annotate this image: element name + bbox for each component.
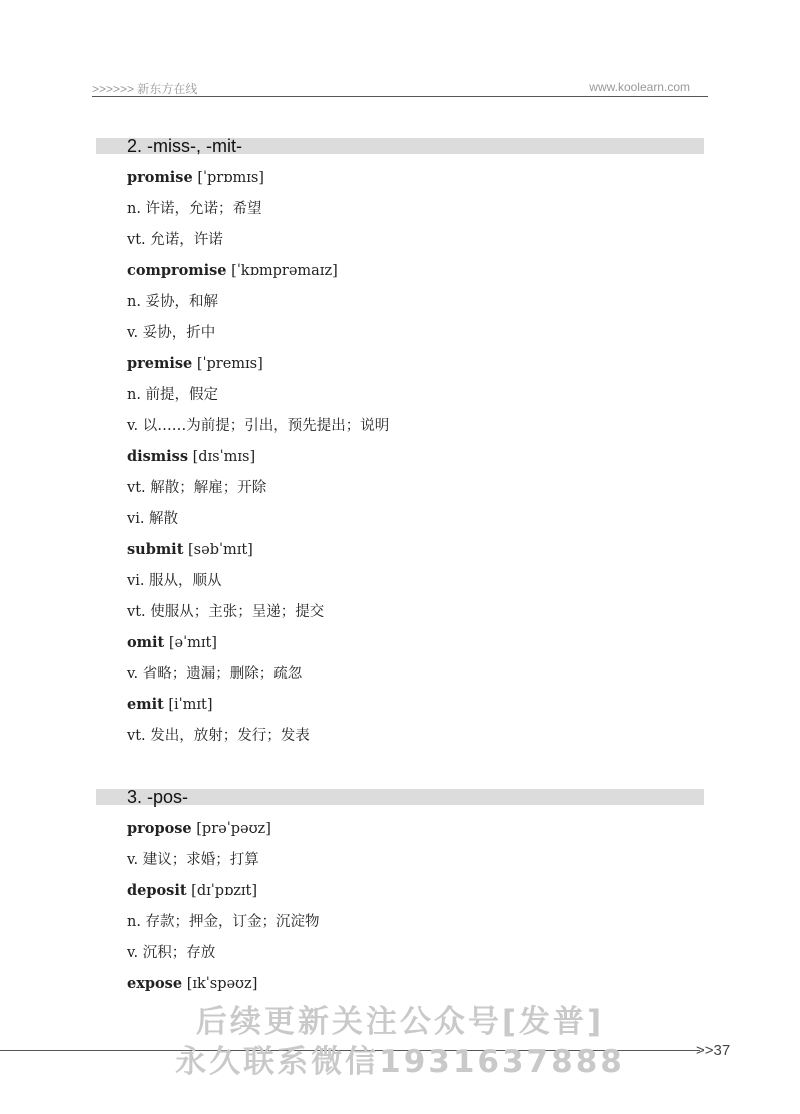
sense: v. 妥协，折中 [127,325,216,341]
entry-headword [127,882,257,900]
header-url: www.koolearn.com [589,80,690,94]
phonetic: [dɪsˈmɪs] [192,449,256,465]
headword: propose [127,820,192,837]
headword: deposit [127,882,187,899]
entry-headword [127,448,255,466]
entry-headword [127,634,217,652]
entry-headword [127,975,257,993]
headword: dismiss [127,448,188,465]
sense: n. 存款；押金，订金；沉淀物 [127,914,320,930]
header-brand: >>>>>> 新东方在线 [92,82,198,96]
sense: v. 沉积；存放 [127,945,216,961]
sense: vt. 发出，放射；发行；发表 [127,728,310,744]
entry-headword [127,169,264,187]
watermark-line-1: 后续更新关注公众号[发普] [195,1004,605,1040]
sense: vi. 服从，顺从 [127,573,222,589]
headword: premise [127,355,193,372]
phonetic: [iˈmɪt] [168,697,213,713]
headword: compromise [127,262,227,279]
phonetic: [əˈmɪt] [168,635,217,651]
headword: expose [127,975,183,992]
entry-headword [127,820,271,838]
page-header [92,80,708,97]
sense: vt. 允诺，许诺 [127,232,223,248]
sense: v. 建议；求婚；打算 [127,852,259,868]
phonetic: [ˈkɒmprəmaɪz] [231,263,338,279]
entry-headword [127,696,213,714]
sense: vi. 解散 [127,511,179,527]
sense: v. 省略；遗漏；删除；疏忽 [127,666,303,682]
phonetic: [ɪkˈspəʊz] [186,976,258,992]
entry-headword [127,355,263,373]
page-number: >>37 [696,1042,731,1059]
sense: vt. 解散；解雇；开除 [127,480,267,496]
headword: emit [127,696,164,713]
headword: omit [127,634,165,651]
phonetic: [səbˈmɪt] [188,542,253,558]
sense: n. 前提，假定 [127,387,219,403]
sense: n. 妥协，和解 [127,294,219,310]
headword: submit [127,541,184,558]
sense: vt. 使服从；主张；呈递；提交 [127,604,325,620]
section-title: 3. -pos- [127,787,189,807]
phonetic: [prəˈpəʊz] [196,821,271,837]
watermark-line-2: 永久联系微信1931637888 [175,1044,625,1080]
sense: n. 许诺，允诺；希望 [127,201,262,217]
phonetic: [ˈprɒmɪs] [197,170,264,186]
headword: promise [127,169,193,186]
entry-headword [127,262,338,280]
sense: v. 以……为前提；引出，预先提出；说明 [127,418,390,434]
section-title: 2. -miss-, -mit- [127,136,242,156]
entry-headword [127,541,253,559]
phonetic: [ˈpremɪs] [196,356,263,372]
phonetic: [dɪˈpɒzɪt] [191,883,258,899]
